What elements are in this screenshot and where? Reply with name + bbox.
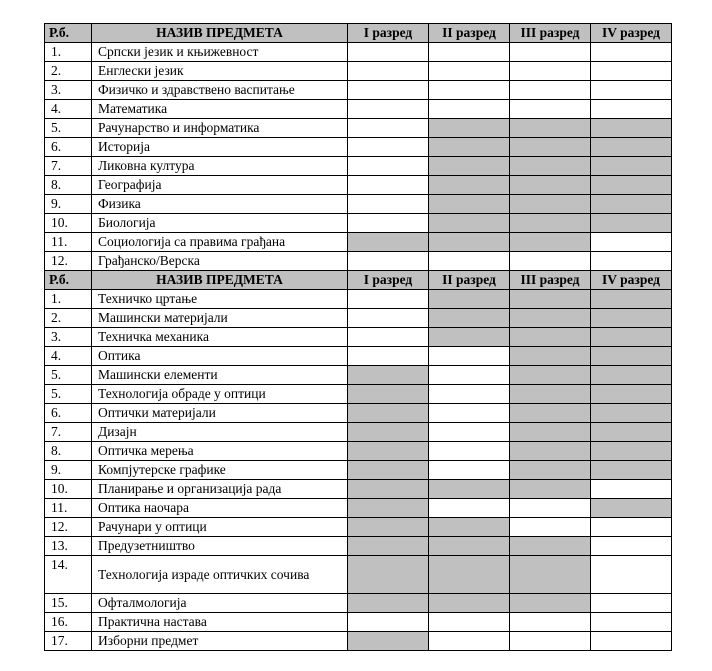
subject-name: Предузетништво [92, 537, 348, 556]
grade-4-cell [591, 195, 672, 214]
subject-name: Оптички материјали [92, 404, 348, 423]
table-row [45, 119, 672, 138]
grade-2-cell [429, 81, 510, 100]
row-number: 5. [45, 385, 92, 404]
row-number: 3. [45, 81, 92, 100]
grade-3-cell [510, 81, 591, 100]
grade-4-cell [591, 404, 672, 423]
grade-4-cell [591, 43, 672, 62]
grade-2-cell [429, 195, 510, 214]
grade-4-cell [591, 613, 672, 632]
grade-2-cell [429, 461, 510, 480]
grade-1-cell [348, 404, 429, 423]
subject-name: Офталмологија [92, 594, 348, 613]
table-row [45, 385, 672, 404]
subject-name: Оптичка мерења [92, 442, 348, 461]
grade-2-cell [429, 385, 510, 404]
subject-name: Техничко цртање [92, 290, 348, 309]
table-row [45, 556, 672, 594]
header-grade-2: II разред [429, 24, 510, 43]
row-number: 8. [45, 442, 92, 461]
table-row [45, 461, 672, 480]
grade-3-cell [510, 594, 591, 613]
table-row [45, 214, 672, 233]
grade-3-cell [510, 537, 591, 556]
grade-1-cell [348, 157, 429, 176]
grade-1-cell [348, 290, 429, 309]
grade-1-cell [348, 537, 429, 556]
grade-3-cell [510, 290, 591, 309]
row-number: 8. [45, 176, 92, 195]
subject-name: Грађанско/Верска [92, 252, 348, 271]
subject-name: Оптика [92, 347, 348, 366]
grade-3-cell [510, 613, 591, 632]
subject-name: Социологија са правима грађана [92, 233, 348, 252]
subject-name: Рачунари у оптици [92, 518, 348, 537]
table-row [45, 442, 672, 461]
subject-name: Практична настава [92, 613, 348, 632]
subject-name: Техничка механика [92, 328, 348, 347]
row-number: 10. [45, 214, 92, 233]
header-grade-4: IV разред [591, 271, 672, 290]
grade-3-cell [510, 423, 591, 442]
subject-name: Машински елементи [92, 366, 348, 385]
table-row [45, 62, 672, 81]
header-subject: НАЗИВ ПРЕДМЕТА [92, 24, 348, 43]
grade-1-cell [348, 62, 429, 81]
row-number: 2. [45, 309, 92, 328]
grade-3-cell [510, 328, 591, 347]
header-grade-1: I разред [348, 24, 429, 43]
subject-name: Географија [92, 176, 348, 195]
row-number: 12. [45, 518, 92, 537]
grade-1-cell [348, 43, 429, 62]
grade-3-cell [510, 62, 591, 81]
table-row [45, 157, 672, 176]
subject-name: Планирање и организација рада [92, 480, 348, 499]
table-row [45, 195, 672, 214]
grade-3-cell [510, 100, 591, 119]
curriculum-table [44, 23, 672, 651]
table-row [45, 404, 672, 423]
grade-1-cell [348, 195, 429, 214]
table-row [45, 499, 672, 518]
grade-4-cell [591, 233, 672, 252]
row-number: 6. [45, 404, 92, 423]
table-row [45, 81, 672, 100]
subject-name: Рачунарство и информатика [92, 119, 348, 138]
grade-1-cell [348, 632, 429, 651]
table-row [45, 480, 672, 499]
grade-3-cell [510, 556, 591, 594]
grade-4-cell [591, 100, 672, 119]
grade-1-cell [348, 252, 429, 271]
grade-2-cell [429, 328, 510, 347]
grade-4-cell [591, 632, 672, 651]
grade-4-cell [591, 461, 672, 480]
grade-2-cell [429, 309, 510, 328]
grade-4-cell [591, 328, 672, 347]
grade-1-cell [348, 461, 429, 480]
table-row [45, 176, 672, 195]
grade-4-cell [591, 385, 672, 404]
table-row [45, 233, 672, 252]
header-grade-4: IV разред [591, 24, 672, 43]
grade-2-cell [429, 214, 510, 233]
table-row [45, 537, 672, 556]
grade-3-cell [510, 442, 591, 461]
grade-1-cell [348, 480, 429, 499]
grade-2-cell [429, 594, 510, 613]
grade-2-cell [429, 119, 510, 138]
grade-4-cell [591, 214, 672, 233]
grade-2-cell [429, 518, 510, 537]
grade-4-cell [591, 442, 672, 461]
subject-name: Машински материјали [92, 309, 348, 328]
table-row [45, 252, 672, 271]
grade-4-cell [591, 366, 672, 385]
grade-1-cell [348, 328, 429, 347]
row-number: 7. [45, 423, 92, 442]
header-num: Р.б. [45, 271, 92, 290]
grade-4-cell [591, 81, 672, 100]
grade-3-cell [510, 499, 591, 518]
table-row [45, 328, 672, 347]
grade-4-cell [591, 480, 672, 499]
row-number: 12. [45, 252, 92, 271]
table-row [45, 347, 672, 366]
grade-3-cell [510, 195, 591, 214]
subject-name: Физичко и здравствено васпитање [92, 81, 348, 100]
row-number: 10. [45, 480, 92, 499]
row-number: 9. [45, 195, 92, 214]
grade-1-cell [348, 423, 429, 442]
row-number: 14. [45, 556, 92, 594]
table-row [45, 632, 672, 651]
grade-4-cell [591, 176, 672, 195]
subject-name: Српски језик и књижевност [92, 43, 348, 62]
grade-4-cell [591, 499, 672, 518]
grade-1-cell [348, 518, 429, 537]
subject-name: Технологија израде оптичких сочива [92, 556, 348, 594]
grade-1-cell [348, 556, 429, 594]
grade-2-cell [429, 404, 510, 423]
grade-3-cell [510, 347, 591, 366]
grade-2-cell [429, 556, 510, 594]
grade-4-cell [591, 119, 672, 138]
row-number: 11. [45, 233, 92, 252]
subject-name: Физика [92, 195, 348, 214]
grade-2-cell [429, 366, 510, 385]
table-row [45, 423, 672, 442]
row-number: 1. [45, 290, 92, 309]
grade-1-cell [348, 119, 429, 138]
row-number: 6. [45, 138, 92, 157]
table-row [45, 290, 672, 309]
grade-2-cell [429, 480, 510, 499]
row-number: 16. [45, 613, 92, 632]
grade-3-cell [510, 404, 591, 423]
grade-2-cell [429, 176, 510, 195]
grade-3-cell [510, 214, 591, 233]
grade-3-cell [510, 461, 591, 480]
row-number: 1. [45, 43, 92, 62]
table-row [45, 518, 672, 537]
grade-1-cell [348, 214, 429, 233]
grade-4-cell [591, 309, 672, 328]
grade-3-cell [510, 385, 591, 404]
grade-1-cell [348, 594, 429, 613]
subject-name: Историја [92, 138, 348, 157]
grade-4-cell [591, 594, 672, 613]
grade-4-cell [591, 157, 672, 176]
grade-1-cell [348, 138, 429, 157]
row-number: 5. [45, 119, 92, 138]
grade-1-cell [348, 613, 429, 632]
section-vocational [45, 271, 672, 651]
grade-3-cell [510, 233, 591, 252]
grade-2-cell [429, 537, 510, 556]
table-row [45, 100, 672, 119]
grade-4-cell [591, 347, 672, 366]
grade-3-cell [510, 309, 591, 328]
grade-1-cell [348, 442, 429, 461]
header-grade-2: II разред [429, 271, 510, 290]
subject-name: Дизајн [92, 423, 348, 442]
grade-4-cell [591, 252, 672, 271]
table-row [45, 613, 672, 632]
row-number: 4. [45, 347, 92, 366]
grade-1-cell [348, 366, 429, 385]
grade-3-cell [510, 119, 591, 138]
grade-2-cell [429, 43, 510, 62]
subject-name: Технологија обраде у оптици [92, 385, 348, 404]
table-row [45, 594, 672, 613]
grade-2-cell [429, 252, 510, 271]
subject-name: Енглески језик [92, 62, 348, 81]
grade-3-cell [510, 138, 591, 157]
grade-1-cell [348, 385, 429, 404]
grade-1-cell [348, 81, 429, 100]
subject-name: Оптика наочара [92, 499, 348, 518]
subject-name: Компјутерске графике [92, 461, 348, 480]
section-general [45, 24, 672, 271]
subject-name: Ликовна култура [92, 157, 348, 176]
grade-3-cell [510, 366, 591, 385]
grade-1-cell [348, 309, 429, 328]
subject-name: Биологија [92, 214, 348, 233]
subject-name: Изборни предмет [92, 632, 348, 651]
row-number: 13. [45, 537, 92, 556]
grade-2-cell [429, 423, 510, 442]
grade-3-cell [510, 176, 591, 195]
row-number: 9. [45, 461, 92, 480]
table-row [45, 138, 672, 157]
header-grade-3: III разред [510, 24, 591, 43]
grade-1-cell [348, 347, 429, 366]
row-number: 3. [45, 328, 92, 347]
header-num: Р.б. [45, 24, 92, 43]
grade-3-cell [510, 43, 591, 62]
header-grade-3: III разред [510, 271, 591, 290]
row-number: 11. [45, 499, 92, 518]
row-number: 7. [45, 157, 92, 176]
grade-4-cell [591, 518, 672, 537]
grade-2-cell [429, 442, 510, 461]
grade-2-cell [429, 347, 510, 366]
grade-2-cell [429, 233, 510, 252]
header-grade-1: I разред [348, 271, 429, 290]
subject-name: Математика [92, 100, 348, 119]
grade-2-cell [429, 499, 510, 518]
grade-4-cell [591, 138, 672, 157]
row-number: 2. [45, 62, 92, 81]
table-row [45, 309, 672, 328]
grade-3-cell [510, 157, 591, 176]
grade-2-cell [429, 290, 510, 309]
grade-1-cell [348, 176, 429, 195]
grade-1-cell [348, 100, 429, 119]
header-row [45, 271, 672, 290]
grade-3-cell [510, 252, 591, 271]
row-number: 15. [45, 594, 92, 613]
grade-2-cell [429, 138, 510, 157]
header-subject: НАЗИВ ПРЕДМЕТА [92, 271, 348, 290]
grade-1-cell [348, 233, 429, 252]
grade-4-cell [591, 290, 672, 309]
table-row [45, 366, 672, 385]
grade-3-cell [510, 518, 591, 537]
row-number: 5. [45, 366, 92, 385]
row-number: 17. [45, 632, 92, 651]
grade-4-cell [591, 423, 672, 442]
grade-4-cell [591, 537, 672, 556]
grade-2-cell [429, 613, 510, 632]
grade-2-cell [429, 100, 510, 119]
grade-3-cell [510, 632, 591, 651]
grade-4-cell [591, 556, 672, 594]
table-row [45, 43, 672, 62]
grade-4-cell [591, 62, 672, 81]
grade-3-cell [510, 480, 591, 499]
grade-2-cell [429, 157, 510, 176]
grade-2-cell [429, 62, 510, 81]
grade-1-cell [348, 499, 429, 518]
header-row [45, 24, 672, 43]
row-number: 4. [45, 100, 92, 119]
grade-2-cell [429, 632, 510, 651]
